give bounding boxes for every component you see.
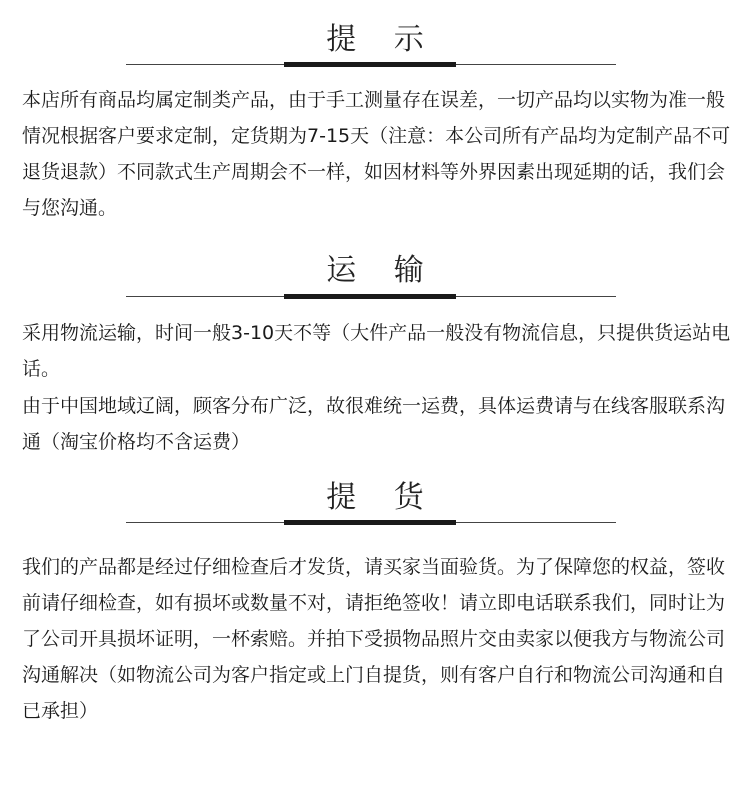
pickup-paragraph: 我们的产品都是经过仔细检查后才发货，请买家当面验货。为了保障您的权益，签收前请仔细检查，如有损坏或数量不对，请拒绝签收！请立即电话联系我们，同时让为了公司开具损坏证明，一杯索赔。并拍下受损物品照片交由卖家以便我方与物流公司沟通解决（如物流公司为客户指定或上门自提货，则有客户自行和物流公司沟通和自已承担）: [22, 556, 726, 722]
notice-title-underline: [284, 62, 456, 67]
notice-title: 提 示: [326, 22, 438, 57]
pickup-title: 提 货: [326, 480, 438, 515]
shipping-paragraph-2: 由于中国地域辽阔，顾客分布广泛，故很难统一运费，具体运费请与在线客服联系沟通（淘宝价格均不含运费）: [22, 395, 726, 453]
shipping-title-underline: [284, 294, 456, 299]
shipping-title: 运 输: [326, 253, 438, 288]
notice-paragraph: 本店所有商品均属定制类产品，由于手工测量存在误差，一切产品均以实物为准一般情况根据客户要求定制，定货期为7-15天（注意：本公司所有产品均为定制产品不可退货退款）不同款式生产周期会不一样，如因材料等外界因素出现延期的话，我们会与您沟通。: [22, 89, 731, 219]
shipping-paragraph-1: 采用物流运输，时间一般3-10天不等（大件产品一般没有物流信息，只提供货运站电话。: [22, 322, 731, 380]
pickup-title-underline: [284, 520, 456, 525]
